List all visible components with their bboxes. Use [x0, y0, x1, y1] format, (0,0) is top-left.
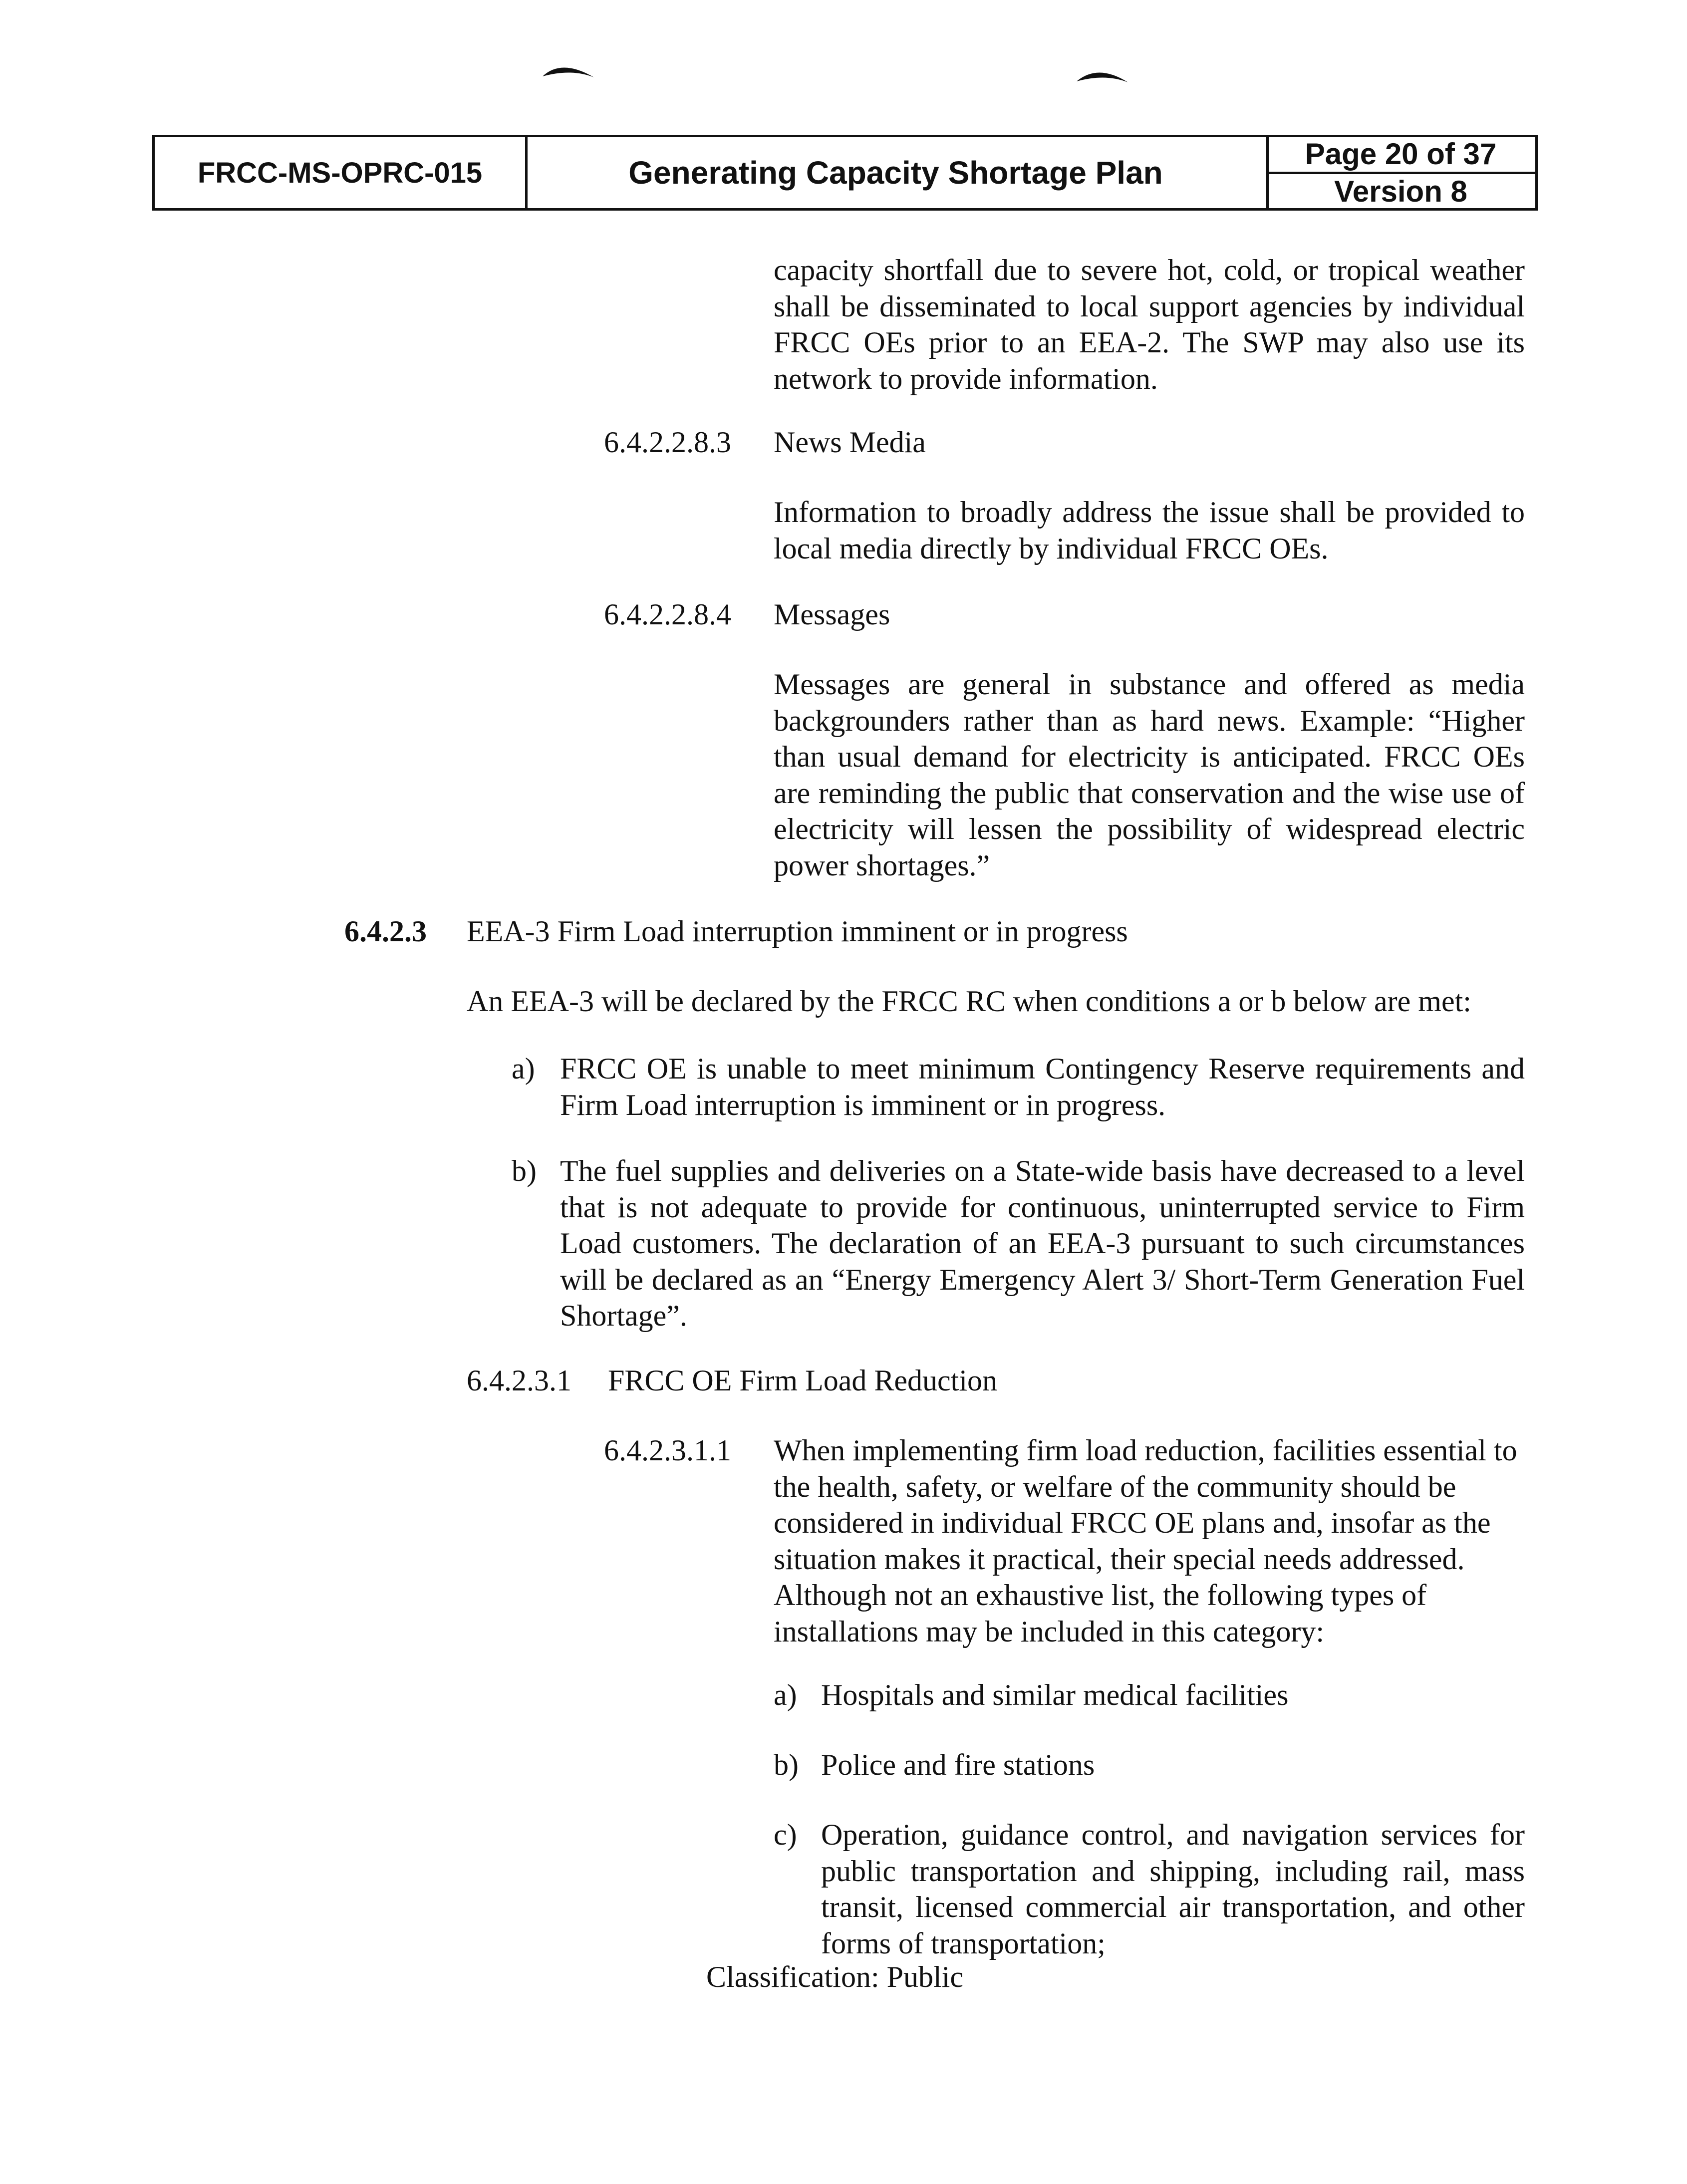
section-number-6-4-2-2-8-4: 6.4.2.2.8.4 — [604, 598, 731, 631]
document-id: FRCC-MS-OPRC-015 — [155, 137, 528, 208]
continued-paragraph: capacity shortfall due to severe hot, cold, or tropical weather shall be disseminated to local support agencies by individual FRCC OEs prior to an EEA-2. The SWP may also use its network to provide information. — [774, 254, 1525, 395]
document-title: Generating Capacity Shortage Plan — [525, 137, 1269, 208]
list-item-c-text: Operation, guidance control, and navigation services for public transportation and shipping, including rail, mass transit, licensed commercial air transportation, and other forms of transportation; — [821, 1818, 1525, 1960]
list-item-c-label: c) — [774, 1818, 797, 1851]
section-title-eea-3: EEA-3 Firm Load interruption imminent or in progress — [467, 915, 1128, 948]
document-header-table — [152, 135, 1538, 211]
eea-3-intro: An EEA-3 will be declared by the FRCC RC when conditions a or b below are met: — [467, 985, 1471, 1018]
list-item-a-text: Hospitals and similar medical facilities — [821, 1678, 1289, 1711]
section-number-6-4-2-3-1: 6.4.2.3.1 — [467, 1364, 571, 1397]
section-title-news-media: News Media — [774, 426, 926, 459]
condition-b-label: b) — [512, 1154, 537, 1187]
messages-paragraph: Messages are general in substance and offered as media backgrounders rather than as hard news. Example: “Higher than usual demand for electricity is anticipated. FRCC OEs are reminding the public that conservation and the wise use of electricity will lessen the possibility of widespread electric power shortages.” — [774, 668, 1525, 882]
section-title-firm-load-reduction: FRCC OE Firm Load Reduction — [608, 1364, 997, 1397]
condition-b-text: The fuel supplies and deliveries on a State-wide basis have decreased to a level that is not adequate to provide for continuous, uninterrupted service to Firm Load customers. The declaration of an EEA-3 pursuant to such circumstances will be declared as an “Energy Emergency Alert 3/ Short-Term Generation Fuel Shortage”. — [560, 1154, 1525, 1332]
section-number-6-4-2-2-8-3: 6.4.2.2.8.3 — [604, 426, 731, 459]
section-number-6-4-2-3-1-1: 6.4.2.3.1.1 — [604, 1434, 731, 1467]
news-media-paragraph: Information to broadly address the issue shall be provided to local media directly by individual FRCC OEs. — [774, 496, 1525, 565]
firm-load-reduction-paragraph: When implementing firm load reduction, facilities essential to the health, safety, or welfare of the community should be considered in individual FRCC OE plans and, insofar as the situation makes it practical, their special needs addressed. Although not an exhaustive list, the following types of installations may be included in this category: — [774, 1434, 1517, 1648]
list-item-b-text: Police and fire stations — [821, 1748, 1095, 1781]
classification-footer: Classification: Public — [706, 1960, 963, 1993]
page-version-cell — [1266, 137, 1535, 208]
page-number: Page 20 of 37 — [1266, 137, 1535, 174]
condition-a-text: FRCC OE is unable to meet minimum Contingency Reserve requirements and Firm Load interruption is imminent or in progress. — [560, 1052, 1525, 1121]
list-item-b-label: b) — [774, 1748, 799, 1781]
condition-a-label: a) — [512, 1052, 535, 1085]
scan-mark-right-icon — [1076, 62, 1130, 85]
scan-mark-left-icon — [542, 57, 596, 80]
section-title-messages: Messages — [774, 598, 890, 631]
list-item-a-label: a) — [774, 1678, 797, 1711]
version-number: Version 8 — [1334, 174, 1467, 208]
section-number-6-4-2-3: 6.4.2.3 — [344, 915, 427, 948]
